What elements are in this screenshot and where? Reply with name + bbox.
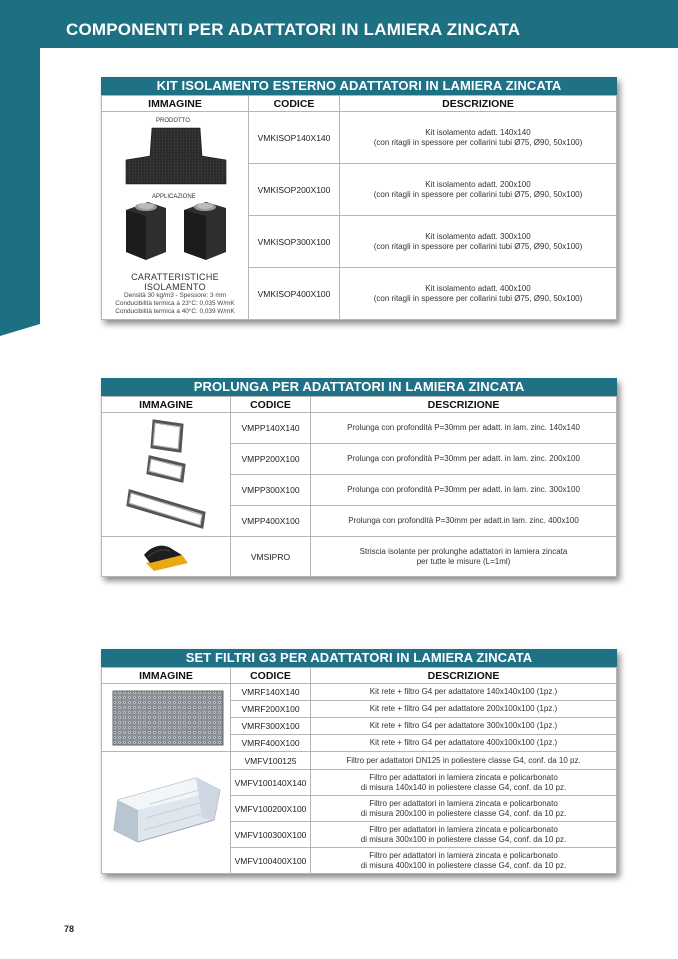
product-description: Kit rete + filtro G4 per adattatore 140x140x100 (1pz.): [311, 684, 617, 701]
page-title: COMPONENTI PER ADATTATORI IN LAMIERA ZINCATA: [66, 20, 521, 39]
product-description: Striscia isolante per prolunghe adattatori in lamiera zincata per tutte le misure (L=1ml): [311, 537, 617, 577]
product-code: VMRF400X100: [231, 735, 311, 752]
page-number: 78: [64, 924, 75, 934]
product-code: VMPP400X100: [231, 506, 311, 537]
header-code: CODICE: [249, 96, 340, 112]
product-description: Kit rete + filtro G4 per adattatore 400x100x100 (1pz.): [311, 735, 617, 752]
product-description: Kit isolamento adatt. 400x100 (con ritagli in spessore per collarini tubi Ø75, Ø90, 50x100): [340, 268, 617, 320]
product-description: Prolunga con profondità P=30mm per adatt. in lam. zinc. 200x100: [311, 444, 617, 475]
product-code: VMRF300X100: [231, 718, 311, 735]
header-image: IMMAGINE: [102, 397, 231, 413]
product-code: VMFV100140X140: [231, 770, 311, 796]
header-code: CODICE: [231, 397, 311, 413]
product-description: Kit rete + filtro G4 per adattatore 300x100x100 (1pz.): [311, 718, 617, 735]
header-description: DESCRIZIONE: [311, 397, 617, 413]
product-code: VMPP300X100: [231, 475, 311, 506]
characteristics-line: Conducibilità termica a 40°C: 0,039 W/mK: [115, 308, 235, 315]
label-product: PRODOTTO: [156, 118, 190, 124]
label-application: APPLICAZIONE: [152, 194, 196, 200]
filter-grid-image-cell: [102, 684, 231, 752]
insulating-strip-image: [142, 541, 192, 573]
frame-extension-image: [122, 415, 212, 533]
product-description: Kit rete + filtro G4 per adattatore 200x100x100 (1pz.): [311, 701, 617, 718]
product-code: VMPP140X140: [231, 413, 311, 444]
header-description: DESCRIZIONE: [340, 96, 617, 112]
product-description: Filtro per adattatori in lamiera zincata e policarbonato di misura 300x100 in poliestere classe G4, conf. da 10 pz.: [311, 822, 617, 848]
product-description: Prolunga con profondità P=30mm per adatt. in lam. zinc. 300x100: [311, 475, 617, 506]
product-description: Filtro per adattatori in lamiera zincata e policarbonato di misura 200x100 in poliestere classe G4, conf. da 10 pz.: [311, 796, 617, 822]
product-description: Kit isolamento adatt. 200x100 (con ritagli in spessore per collarini tubi Ø75, Ø90, 50x100): [340, 164, 617, 216]
product-description: Filtro per adattatori DN125 in poliestere classe G4, conf. da 10 pz.: [311, 752, 617, 770]
insulation-panel-image: [122, 126, 230, 192]
product-description: Kit isolamento adatt. 300x100 (con ritagli in spessore per collarini tubi Ø75, Ø90, 50x100): [340, 216, 617, 268]
product-code: VMRF140X140: [231, 684, 311, 701]
characteristics-block: [102, 272, 248, 316]
product-code: VMKISOP200X100: [249, 164, 340, 216]
strip-image-cell: [102, 537, 231, 577]
prolunga-table: [101, 378, 617, 577]
product-code: VMFV100125: [231, 752, 311, 770]
characteristics-title: CARATTERISTICHE ISOLAMENTO: [131, 272, 219, 292]
product-code: VMFV100200X100: [231, 796, 311, 822]
product-description: Filtro per adattatori in lamiera zincata e policarbonato di misura 400x100 in poliestere classe G4, conf. da 10 pz.: [311, 848, 617, 874]
product-code: VMSIPRO: [231, 537, 311, 577]
header-description: DESCRIZIONE: [311, 668, 617, 684]
filter-grid-image: [112, 690, 224, 746]
product-code: VMFV100400X100: [231, 848, 311, 874]
kit-isolamento-title: KIT ISOLAMENTO ESTERNO ADATTATORI IN LAMIERA ZINCATA: [101, 77, 617, 95]
side-band: [0, 48, 40, 324]
product-code: VMKISOP140X140: [249, 112, 340, 164]
product-code: VMFV100300X100: [231, 822, 311, 848]
product-description: Prolunga con profondità P=30mm per adatt. in lam. zinc. 140x140: [311, 413, 617, 444]
product-code: VMPP200X100: [231, 444, 311, 475]
product-description: Kit isolamento adatt. 140x140 (con ritagli in spessore per collarini tubi Ø75, Ø90, 50x100): [340, 112, 617, 164]
product-description: Filtro per adattatori in lamiera zincata e policarbonato di misura 140x140 in poliestere classe G4, conf. da 10 pz.: [311, 770, 617, 796]
filtri-title: SET FILTRI G3 PER ADATTATORI IN LAMIERA ZINCATA: [101, 649, 617, 667]
filter-pack-image: [110, 774, 226, 846]
filter-pack-image-cell: [102, 752, 231, 874]
filtri-table: [101, 649, 617, 874]
header-image: IMMAGINE: [102, 96, 249, 112]
product-code: VMKISOP300X100: [249, 216, 340, 268]
kit-image-cell: [102, 112, 249, 320]
characteristics-line: Conducibilità termica a 23°C: 0,035 W/mK: [115, 300, 235, 307]
product-description: Prolunga con profondità P=30mm per adatt.in lam. zinc. 400x100: [311, 506, 617, 537]
header-image: IMMAGINE: [102, 668, 231, 684]
product-code: VMRF200X100: [231, 701, 311, 718]
prolunga-title: PROLUNGA PER ADATTATORI IN LAMIERA ZINCATA: [101, 378, 617, 396]
product-code: VMKISOP400X100: [249, 268, 340, 320]
header-code: CODICE: [231, 668, 311, 684]
kit-isolamento-table: [101, 77, 617, 320]
application-box-image: [120, 198, 232, 266]
prolunga-image-cell: [102, 413, 231, 537]
characteristics-line: Densità 30 kg/m3 - Spessore: 3 mm: [124, 292, 226, 299]
